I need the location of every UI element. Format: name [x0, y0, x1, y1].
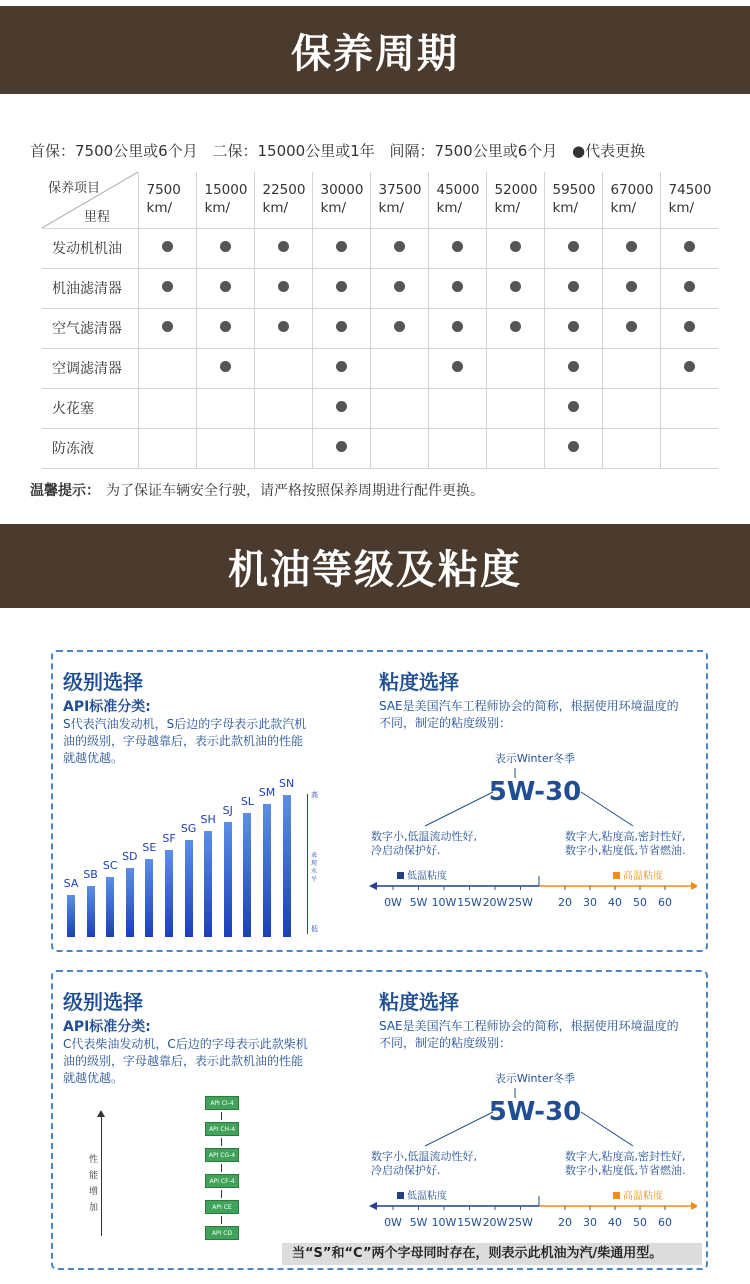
schedule-cell — [138, 428, 196, 468]
maintenance-notes — [30, 140, 720, 161]
grade-bar — [204, 831, 212, 937]
replace-dot-icon — [220, 361, 231, 372]
replace-dot-icon — [336, 321, 347, 332]
diesel-oil-panel — [51, 970, 708, 1270]
mileage-header-line: km/ — [436, 200, 463, 216]
mileage-header-line: km/ — [204, 200, 231, 216]
replace-dot-icon — [278, 321, 289, 332]
api-title: API标准分类: — [63, 699, 151, 715]
viscosity-diagram — [367, 1068, 697, 1252]
schedule-cell — [602, 428, 660, 468]
tip-label: 温馨提示： — [30, 483, 100, 499]
mileage-header-line: 22500 — [262, 182, 306, 198]
mileage-header-line: km/ — [378, 200, 405, 216]
axis-label-char: 增 — [89, 1187, 99, 1197]
schedule-cell — [254, 228, 312, 268]
grade-bar-label: SA — [63, 877, 79, 890]
grade-bar-label: SL — [240, 795, 254, 809]
grade-title: 级别选择 — [63, 990, 143, 1014]
schedule-cell — [486, 308, 544, 348]
grade-bar — [224, 822, 232, 937]
grade-bar-label: SH — [200, 813, 216, 827]
schedule-cell — [486, 268, 544, 308]
viscosity-desc-line: 不同，制定的粘度级别： — [379, 716, 512, 730]
mileage-header-line: km/ — [552, 200, 579, 216]
grade-title: 级别选择 — [63, 670, 143, 694]
grade-bar — [87, 886, 95, 937]
schedule-cell — [602, 388, 660, 428]
table-row — [42, 308, 718, 348]
grade-bar — [106, 877, 114, 937]
bottom-note: 当“S”和“C”两个字母同时存在，则表示此机油为汽/柴通用型。 — [282, 1243, 702, 1265]
viscosity-title: 粘度选择 — [379, 670, 459, 694]
table-row — [42, 268, 718, 308]
schedule-cell — [486, 388, 544, 428]
low-legend-label: 低温粘度 — [407, 1191, 447, 1202]
high-tick-label: 40 — [608, 1216, 622, 1229]
schedule-cell — [486, 428, 544, 468]
replace-dot-icon — [452, 361, 463, 372]
schedule-cell — [138, 268, 196, 308]
low-tick-label: 5W — [409, 896, 428, 909]
table-corner-cell — [42, 172, 138, 228]
low-note-line: 数字小,低温流动性好, — [371, 1150, 477, 1163]
grade-bar — [283, 795, 291, 937]
row-item-label: 发动机机油 — [42, 228, 138, 268]
grade-bar — [145, 859, 153, 937]
schedule-cell — [428, 268, 486, 308]
schedule-cell — [660, 268, 718, 308]
diesel-grade-box: API CD — [205, 1226, 239, 1240]
grade-bar-label: SF — [162, 831, 176, 845]
mileage-header — [312, 172, 370, 228]
viscosity-title: 粘度选择 — [379, 990, 459, 1014]
viscosity-svg — [367, 748, 697, 928]
api-description — [63, 716, 306, 767]
low-tick-label: 10W — [431, 1216, 457, 1229]
high-arrow-icon — [691, 1202, 697, 1210]
api-desc-line: 油的级别，字母越靠后，表示此款机油的性能 — [63, 1054, 304, 1068]
low-tick-label: 20W — [482, 1216, 508, 1229]
low-note-line: 数字小,低温流动性好, — [371, 830, 477, 843]
grade-bar — [165, 850, 173, 937]
section-banner-oil-grade — [0, 524, 750, 608]
replace-dot-icon — [336, 441, 347, 452]
replace-dot-icon — [162, 281, 173, 292]
schedule-cell — [660, 388, 718, 428]
grade-bar — [67, 895, 75, 937]
replace-dot-icon — [568, 361, 579, 372]
diesel-grade-box: API CI-4 — [205, 1096, 239, 1110]
grade-arrow — [221, 1112, 222, 1120]
mileage-header-line: 74500 — [668, 182, 712, 198]
replace-dot-icon — [220, 321, 231, 332]
replace-dot-icon — [684, 281, 695, 292]
low-arrow-icon — [369, 1202, 377, 1210]
schedule-cell — [312, 348, 370, 388]
schedule-cell — [138, 348, 196, 388]
schedule-cell — [602, 268, 660, 308]
low-legend-marker — [397, 872, 404, 879]
schedule-cell — [254, 348, 312, 388]
mileage-header — [660, 172, 718, 228]
mileage-header — [196, 172, 254, 228]
replace-dot-icon — [220, 281, 231, 292]
schedule-cell — [602, 308, 660, 348]
gasoline-oil-panel — [51, 650, 708, 952]
schedule-cell — [602, 228, 660, 268]
high-tick-label: 30 — [583, 896, 597, 909]
low-note-line: 冷启动保护好. — [371, 844, 441, 857]
table-row — [42, 388, 718, 428]
replace-dot-icon — [336, 241, 347, 252]
diesel-grade-box: API CH-4 — [205, 1122, 239, 1136]
replace-dot-icon — [510, 241, 521, 252]
mileage-header-line: 52000 — [494, 182, 538, 198]
schedule-cell — [428, 228, 486, 268]
schedule-cell — [428, 428, 486, 468]
grade-bar-label: SE — [142, 840, 157, 854]
schedule-cell — [428, 308, 486, 348]
low-tick-label: 10W — [431, 896, 457, 909]
grade-bar-label: SD — [122, 849, 138, 863]
high-tick-label: 60 — [658, 896, 672, 909]
grade-bar — [126, 868, 134, 937]
row-item-label: 空气滤清器 — [42, 308, 138, 348]
grade-bar-label: SJ — [222, 804, 233, 818]
schedule-cell — [370, 308, 428, 348]
mileage-header-line: 37500 — [378, 182, 422, 198]
warm-tip — [30, 480, 484, 500]
performance-arrow — [101, 1116, 102, 1236]
schedule-cell — [486, 348, 544, 388]
tip-text: 为了保证车辆安全行驶，请严格按照保养周期进行配件更换。 — [106, 483, 484, 499]
section-title: 机油等级及粘度 — [228, 546, 522, 593]
schedule-cell — [660, 428, 718, 468]
replace-dot-icon — [336, 401, 347, 412]
replace-dot-icon — [452, 281, 463, 292]
mileage-header-line: km/ — [262, 200, 289, 216]
api-desc-line: 就越优越。 — [63, 751, 124, 765]
grade-arrow — [221, 1190, 222, 1198]
schedule-cell — [602, 348, 660, 388]
viscosity-desc-line: SAE是美国汽车工程师协会的简称，根据使用环境温度的 — [379, 1019, 679, 1033]
replace-dot-icon — [162, 321, 173, 332]
mileage-header-line: km/ — [494, 200, 521, 216]
high-tick-label: 20 — [558, 896, 572, 909]
schedule-cell — [138, 388, 196, 428]
api-title: API标准分类: — [63, 1019, 151, 1035]
schedule-cell — [254, 308, 312, 348]
high-tick-label: 40 — [608, 896, 622, 909]
replace-dot-icon — [626, 241, 637, 252]
api-desc-line: S代表汽油发动机，S后边的字母表示此款汽机 — [63, 717, 307, 731]
mileage-header-line: 59500 — [552, 182, 596, 198]
schedule-cell — [544, 428, 602, 468]
grade-bar-label: SG — [180, 822, 197, 836]
replace-dot-icon — [568, 441, 579, 452]
schedule-cell — [196, 428, 254, 468]
axis-low-label: 低 — [311, 925, 318, 933]
high-legend-marker — [613, 872, 620, 879]
schedule-cell — [660, 308, 718, 348]
schedule-cell — [370, 428, 428, 468]
high-arrow-icon — [691, 882, 697, 890]
low-tick-label: 0W — [384, 896, 402, 909]
grade-bar-label: SN — [278, 777, 295, 790]
grade-arrow — [221, 1216, 222, 1224]
note-legend: ●代表更换 — [572, 142, 646, 160]
low-tick-label: 20W — [482, 896, 508, 909]
mileage-header-line: km/ — [610, 200, 637, 216]
grade-bar-label: SB — [83, 867, 98, 881]
schedule-cell — [312, 428, 370, 468]
high-note-line: 数字大,粘度高,密封性好, — [565, 1150, 686, 1163]
winter-label: 表示Winter冬季 — [494, 1072, 576, 1085]
replace-dot-icon — [626, 281, 637, 292]
schedule-cell — [196, 308, 254, 348]
schedule-cell — [254, 388, 312, 428]
replace-dot-icon — [568, 241, 579, 252]
schedule-cell — [428, 388, 486, 428]
low-tick-label: 15W — [457, 896, 482, 909]
grade-5w30: 5W-30 — [488, 777, 582, 807]
mileage-header — [544, 172, 602, 228]
grade-bar — [263, 804, 271, 937]
high-legend-label: 高温粘度 — [623, 871, 663, 882]
axis-label-char: 性 — [89, 1155, 99, 1165]
replace-dot-icon — [394, 241, 405, 252]
maintenance-schedule-table — [42, 172, 718, 469]
table-row — [42, 228, 718, 268]
mileage-header-line: km/ — [668, 200, 695, 216]
mileage-header-line: 67000 — [610, 182, 654, 198]
low-legend-label: 低温粘度 — [407, 871, 447, 882]
low-note-line: 冷启动保护好. — [371, 1164, 441, 1177]
replace-dot-icon — [394, 281, 405, 292]
replace-dot-icon — [568, 281, 579, 292]
schedule-cell — [254, 268, 312, 308]
schedule-cell — [660, 228, 718, 268]
schedule-cell — [544, 308, 602, 348]
replace-dot-icon — [452, 321, 463, 332]
schedule-cell — [196, 348, 254, 388]
row-item-label: 防冻液 — [42, 428, 138, 468]
axis-label-char: 加 — [89, 1203, 99, 1213]
arrow-up-icon — [97, 1110, 105, 1117]
corner-item-label: 保养项目 — [48, 181, 101, 196]
right-pointer-line — [581, 1112, 633, 1146]
low-tick-label: 5W — [409, 1216, 428, 1229]
note-interval: 间隔：7500公里或6个月 — [389, 142, 558, 160]
grade-bar-label: SM — [258, 786, 276, 800]
mileage-header-line: 7500 — [146, 182, 181, 198]
diesel-grade-box: API CF-4 — [205, 1174, 239, 1188]
low-arrow-icon — [369, 882, 377, 890]
low-tick-label: 25W — [508, 1216, 533, 1229]
performance-axis — [307, 794, 308, 934]
replace-dot-icon — [684, 361, 695, 372]
schedule-cell — [660, 348, 718, 388]
left-pointer-line — [425, 1112, 493, 1146]
right-pointer-line — [581, 792, 633, 826]
viscosity-desc-line: SAE是美国汽车工程师协会的简称，根据使用环境温度的 — [379, 699, 679, 713]
high-tick-label: 50 — [633, 896, 647, 909]
axis-high-label: 高 — [311, 791, 318, 799]
schedule-cell — [370, 228, 428, 268]
schedule-cell — [486, 228, 544, 268]
api-desc-line: C代表柴油发动机，C后边的字母表示此款柴机 — [63, 1037, 308, 1051]
mileage-header — [254, 172, 312, 228]
grade-bar — [243, 813, 251, 937]
low-legend-marker — [397, 1192, 404, 1199]
replace-dot-icon — [220, 241, 231, 252]
schedule-cell — [138, 228, 196, 268]
left-pointer-line — [425, 792, 493, 826]
grade-arrow — [221, 1138, 222, 1146]
mileage-header — [486, 172, 544, 228]
high-legend-marker — [613, 1192, 620, 1199]
schedule-cell — [544, 268, 602, 308]
schedule-cell — [544, 388, 602, 428]
schedule-cell — [312, 268, 370, 308]
mileage-header — [138, 172, 196, 228]
replace-dot-icon — [684, 241, 695, 252]
schedule-cell — [370, 348, 428, 388]
api-desc-line: 油的级别，字母越靠后，表示此款机油的性能 — [63, 734, 304, 748]
table-row — [42, 348, 718, 388]
high-tick-label: 20 — [558, 1216, 572, 1229]
schedule-cell — [428, 348, 486, 388]
mileage-header-line: 45000 — [436, 182, 480, 198]
viscosity-description — [379, 698, 679, 732]
section-banner-maintenance — [0, 6, 750, 94]
low-tick-label: 25W — [508, 896, 533, 909]
replace-dot-icon — [278, 281, 289, 292]
schedule-cell — [254, 428, 312, 468]
mileage-header-line: 15000 — [204, 182, 248, 198]
high-tick-label: 50 — [633, 1216, 647, 1229]
low-tick-label: 0W — [384, 1216, 402, 1229]
mileage-header-line: km/ — [146, 200, 173, 216]
replace-dot-icon — [336, 361, 347, 372]
diesel-grade-box: API CE — [205, 1200, 239, 1214]
high-tick-label: 30 — [583, 1216, 597, 1229]
table-row — [42, 428, 718, 468]
schedule-cell — [138, 308, 196, 348]
schedule-cell — [370, 268, 428, 308]
replace-dot-icon — [278, 241, 289, 252]
high-note-line: 数字小,粘度低,节省燃油. — [565, 844, 686, 857]
high-tick-label: 60 — [658, 1216, 672, 1229]
axis-label-char: 能 — [89, 1171, 99, 1181]
replace-dot-icon — [336, 281, 347, 292]
grade-bar-label: SC — [102, 858, 118, 872]
schedule-cell — [544, 228, 602, 268]
table-header-row — [42, 172, 718, 228]
mileage-header — [370, 172, 428, 228]
replace-dot-icon — [162, 241, 173, 252]
mileage-header-line: km/ — [320, 200, 347, 216]
grade-5w30: 5W-30 — [488, 1097, 582, 1127]
schedule-cell — [544, 348, 602, 388]
viscosity-description — [379, 1018, 679, 1052]
high-note-line: 数字小,粘度低,节省燃油. — [565, 1164, 686, 1177]
winter-label: 表示Winter冬季 — [494, 752, 576, 765]
row-item-label: 机油滤清器 — [42, 268, 138, 308]
schedule-cell — [312, 228, 370, 268]
viscosity-desc-line: 不同，制定的粘度级别： — [379, 1036, 512, 1050]
row-item-label: 火花塞 — [42, 388, 138, 428]
viscosity-svg — [367, 1068, 697, 1248]
replace-dot-icon — [394, 321, 405, 332]
corner-mileage-label: 里程 — [84, 210, 111, 225]
axis-mid-label: 表现水平 — [311, 852, 318, 883]
high-legend-label: 高温粘度 — [623, 1191, 663, 1202]
schedule-cell — [370, 388, 428, 428]
replace-dot-icon — [510, 321, 521, 332]
grade-bar — [185, 840, 193, 937]
api-desc-line: 就越优越。 — [63, 1071, 124, 1085]
replace-dot-icon — [626, 321, 637, 332]
section-title: 保养周期 — [291, 30, 459, 77]
note-first: 首保：7500公里或6个月 — [30, 142, 198, 160]
mileage-header — [602, 172, 660, 228]
replace-dot-icon — [568, 321, 579, 332]
row-item-label: 空调滤清器 — [42, 348, 138, 388]
viscosity-diagram — [367, 748, 697, 932]
mileage-header-line: 30000 — [320, 182, 364, 198]
schedule-cell — [196, 268, 254, 308]
replace-dot-icon — [510, 281, 521, 292]
schedule-cell — [312, 388, 370, 428]
api-grade-bar-chart — [61, 777, 321, 937]
mileage-header — [428, 172, 486, 228]
schedule-cell — [312, 308, 370, 348]
low-tick-label: 15W — [457, 1216, 482, 1229]
replace-dot-icon — [568, 401, 579, 412]
api-description — [63, 1036, 308, 1087]
grade-arrow — [221, 1164, 222, 1172]
schedule-cell — [196, 228, 254, 268]
diesel-grade-box: API CG-4 — [205, 1148, 239, 1162]
high-note-line: 数字大,粘度高,密封性好, — [565, 830, 686, 843]
replace-dot-icon — [452, 241, 463, 252]
note-second: 二保：15000公里或1年 — [212, 142, 375, 160]
schedule-cell — [196, 388, 254, 428]
replace-dot-icon — [684, 321, 695, 332]
